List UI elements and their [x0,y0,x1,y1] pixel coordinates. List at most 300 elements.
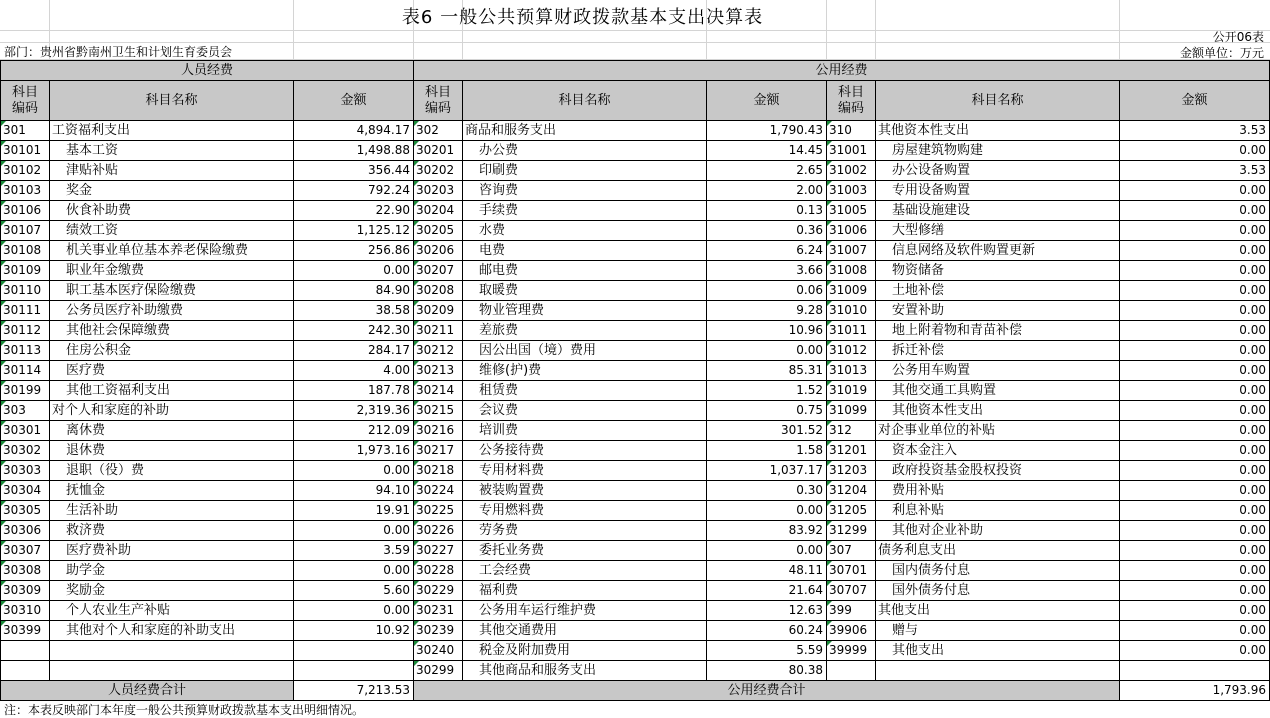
public-a-name-cell: 委托业务费 [463,541,707,561]
personnel-amount-cell: 5.60 [294,581,414,601]
public-b-name-cell: 资本金注入 [876,441,1120,461]
table-row [1,341,1270,361]
personnel-amount-cell: 242.30 [294,321,414,341]
col-header-name: 科目名称 [50,81,294,121]
public-b-code-cell: 307 [827,541,876,561]
form-number: 公开06表 [1212,30,1264,44]
public-b-code-cell: 31204 [827,481,876,501]
public-b-code-cell: 31201 [827,441,876,461]
public-b-amount-cell: 0.00 [1120,521,1270,541]
personnel-name-cell: 生活补助 [50,501,294,521]
personnel-amount-cell: 284.17 [294,341,414,361]
public-a-code-cell: 30207 [414,261,463,281]
public-a-name-cell: 咨询费 [463,181,707,201]
public-a-code-cell: 30215 [414,401,463,421]
personnel-name-cell [50,641,294,661]
public-b-code-cell: 31011 [827,321,876,341]
personnel-name-cell: 津贴补贴 [50,161,294,181]
public-b-amount-cell: 0.00 [1120,341,1270,361]
public-b-name-cell: 国外债务付息 [876,581,1120,601]
public-a-name-cell: 劳务费 [463,521,707,541]
public-b-name-cell: 其他支出 [876,601,1120,621]
personnel-name-cell: 医疗费补助 [50,541,294,561]
public-a-code-cell: 30224 [414,481,463,501]
public-b-name-cell [876,661,1120,681]
public-b-code-cell: 31205 [827,501,876,521]
public-a-code-cell: 30226 [414,521,463,541]
personnel-code-cell: 303 [1,401,50,421]
public-b-name-cell: 其他资本性支出 [876,401,1120,421]
personnel-amount-cell: 0.00 [294,561,414,581]
public-b-name-cell: 土地补偿 [876,281,1120,301]
public-a-name-cell: 专用燃料费 [463,501,707,521]
public-b-code-cell: 31002 [827,161,876,181]
public-b-name-cell: 办公设备购置 [876,161,1120,181]
public-a-name-cell: 维修(护)费 [463,361,707,381]
public-b-name-cell: 国内债务付息 [876,561,1120,581]
public-a-amount-cell: 10.96 [707,321,827,341]
public-a-name-cell: 税金及附加费用 [463,641,707,661]
personnel-name-cell: 住房公积金 [50,341,294,361]
public-a-name-cell: 邮电费 [463,261,707,281]
public-a-code-cell: 30216 [414,421,463,441]
public-a-amount-cell: 14.45 [707,141,827,161]
col-header-name: 科目名称 [463,81,707,121]
table-row [1,281,1270,301]
table-row [1,181,1270,201]
personnel-name-cell: 工资福利支出 [50,121,294,141]
public-b-code-cell: 31019 [827,381,876,401]
public-a-code-cell: 30299 [414,661,463,681]
personnel-name-cell: 退休费 [50,441,294,461]
personnel-name-cell: 职业年金缴费 [50,261,294,281]
public-b-amount-cell: 0.00 [1120,581,1270,601]
table-row [1,161,1270,181]
public-a-code-cell: 30240 [414,641,463,661]
personnel-code-cell: 301 [1,121,50,141]
table-row [1,541,1270,561]
public-a-code-cell: 30228 [414,561,463,581]
public-a-code-cell: 30203 [414,181,463,201]
public-b-name-cell: 拆迁补偿 [876,341,1120,361]
public-a-amount-cell: 60.24 [707,621,827,641]
personnel-code-cell: 30199 [1,381,50,401]
table-row [1,521,1270,541]
personnel-name-cell [50,661,294,681]
public-a-amount-cell: 48.11 [707,561,827,581]
public-total-amount: 1,793.96 [1120,681,1270,701]
personnel-name-cell: 医疗费 [50,361,294,381]
public-b-code-cell: 39999 [827,641,876,661]
table-row [1,261,1270,281]
public-b-amount-cell: 0.00 [1120,601,1270,621]
public-b-name-cell: 房屋建筑物购建 [876,141,1120,161]
public-a-amount-cell: 21.64 [707,581,827,601]
public-a-code-cell: 302 [414,121,463,141]
public-a-amount-cell: 1,037.17 [707,461,827,481]
public-a-name-cell: 取暖费 [463,281,707,301]
personnel-code-cell: 30301 [1,421,50,441]
col-header-amount: 金额 [294,81,414,121]
public-b-amount-cell: 0.00 [1120,441,1270,461]
personnel-amount-cell: 4.00 [294,361,414,381]
personnel-amount-cell: 256.86 [294,241,414,261]
public-b-name-cell: 地上附着物和青苗补偿 [876,321,1120,341]
public-b-code-cell [827,661,876,681]
public-b-code-cell: 31013 [827,361,876,381]
personnel-code-cell: 30399 [1,621,50,641]
public-a-name-cell: 其他商品和服务支出 [463,661,707,681]
public-a-name-cell: 商品和服务支出 [463,121,707,141]
public-b-name-cell: 对企事业单位的补贴 [876,421,1120,441]
public-a-name-cell: 被装购置费 [463,481,707,501]
public-a-amount-cell: 2.00 [707,181,827,201]
public-a-name-cell: 工会经费 [463,561,707,581]
report-title: 表6 一般公共预算财政拨款基本支出决算表 [401,7,764,28]
public-b-amount-cell: 0.00 [1120,421,1270,441]
public-b-code-cell: 31299 [827,521,876,541]
personnel-code-cell: 30302 [1,441,50,461]
public-b-code-cell: 31006 [827,221,876,241]
public-b-name-cell: 赠与 [876,621,1120,641]
personnel-name-cell: 奖励金 [50,581,294,601]
table-row [1,301,1270,321]
unit-label: 金额单位：万元 [1179,46,1264,60]
public-b-name-cell: 其他资本性支出 [876,121,1120,141]
public-a-name-cell: 水费 [463,221,707,241]
col-header-name: 科目名称 [876,81,1120,121]
personnel-code-cell: 30309 [1,581,50,601]
table-row [1,221,1270,241]
personnel-name-cell: 公务员医疗补助缴费 [50,301,294,321]
public-b-name-cell: 其他交通工具购置 [876,381,1120,401]
footnote: 注：本表反映部门本年度一般公共预算财政拨款基本支出明细情况。 [4,703,365,717]
department-label: 部门：贵州省黔南州卫生和计划生育委员会 [4,45,233,59]
personnel-code-cell: 30310 [1,601,50,621]
public-a-amount-cell: 1.58 [707,441,827,461]
col-header-code: 科目 编码 [414,81,463,121]
personnel-amount-cell [294,641,414,661]
public-a-name-cell: 会议费 [463,401,707,421]
public-b-name-cell: 物资储备 [876,261,1120,281]
personnel-code-cell: 30305 [1,501,50,521]
personnel-code-cell: 30111 [1,301,50,321]
public-b-code-cell: 39906 [827,621,876,641]
public-b-name-cell: 政府投资基金股权投资 [876,461,1120,481]
public-b-amount-cell: 0.00 [1120,321,1270,341]
table-row [1,561,1270,581]
group-header-personnel: 人员经费 [1,61,414,81]
public-a-amount-cell: 3.66 [707,261,827,281]
public-a-name-cell: 租赁费 [463,381,707,401]
public-a-code-cell: 30204 [414,201,463,221]
public-b-amount-cell: 0.00 [1120,401,1270,421]
public-b-name-cell: 基础设施建设 [876,201,1120,221]
public-b-code-cell: 31012 [827,341,876,361]
public-a-code-cell: 30239 [414,621,463,641]
table-row [1,581,1270,601]
public-a-code-cell: 30218 [414,461,463,481]
personnel-code-cell: 30107 [1,221,50,241]
personnel-total-amount: 7,213.53 [294,681,414,701]
public-b-code-cell: 31099 [827,401,876,421]
col-header-amount: 金额 [1120,81,1270,121]
public-b-code-cell: 31203 [827,461,876,481]
personnel-code-cell: 30109 [1,261,50,281]
public-a-amount-cell: 6.24 [707,241,827,261]
personnel-amount-cell: 38.58 [294,301,414,321]
public-a-code-cell: 30212 [414,341,463,361]
table-row [1,321,1270,341]
personnel-code-cell: 30112 [1,321,50,341]
personnel-code-cell: 30306 [1,521,50,541]
public-b-name-cell: 其他对企业补助 [876,521,1120,541]
personnel-amount-cell: 10.92 [294,621,414,641]
personnel-amount-cell: 19.91 [294,501,414,521]
public-a-amount-cell: 83.92 [707,521,827,541]
public-b-amount-cell: 0.00 [1120,501,1270,521]
personnel-amount-cell: 212.09 [294,421,414,441]
public-b-code-cell: 31001 [827,141,876,161]
public-a-code-cell: 30205 [414,221,463,241]
personnel-code-cell: 30108 [1,241,50,261]
public-b-code-cell: 312 [827,421,876,441]
personnel-name-cell: 职工基本医疗保险缴费 [50,281,294,301]
public-a-name-cell: 因公出国（境）费用 [463,341,707,361]
public-a-name-cell: 手续费 [463,201,707,221]
personnel-name-cell: 基本工资 [50,141,294,161]
public-b-amount-cell: 0.00 [1120,221,1270,241]
public-b-amount-cell: 0.00 [1120,281,1270,301]
personnel-name-cell: 其他社会保障缴费 [50,321,294,341]
public-b-name-cell: 费用补贴 [876,481,1120,501]
personnel-amount-cell [294,661,414,681]
public-b-name-cell: 利息补贴 [876,501,1120,521]
personnel-code-cell: 30113 [1,341,50,361]
public-b-amount-cell: 0.00 [1120,561,1270,581]
public-a-name-cell: 差旅费 [463,321,707,341]
public-a-name-cell: 电费 [463,241,707,261]
personnel-amount-cell: 792.24 [294,181,414,201]
table-row [1,621,1270,641]
public-a-amount-cell: 85.31 [707,361,827,381]
personnel-code-cell: 30101 [1,141,50,161]
table-row [1,641,1270,661]
personnel-amount-cell: 0.00 [294,601,414,621]
public-b-code-cell: 31009 [827,281,876,301]
personnel-code-cell: 30308 [1,561,50,581]
public-a-code-cell: 30227 [414,541,463,561]
col-header-code: 科目 编码 [1,81,50,121]
public-a-name-cell: 印刷费 [463,161,707,181]
public-a-name-cell: 培训费 [463,421,707,441]
public-b-name-cell: 其他支出 [876,641,1120,661]
personnel-name-cell: 救济费 [50,521,294,541]
personnel-amount-cell: 3.59 [294,541,414,561]
public-a-amount-cell: 80.38 [707,661,827,681]
table-row [1,421,1270,441]
public-b-amount-cell: 0.00 [1120,181,1270,201]
personnel-amount-cell: 0.00 [294,521,414,541]
public-a-amount-cell: 1.52 [707,381,827,401]
personnel-code-cell: 30106 [1,201,50,221]
public-a-amount-cell: 0.36 [707,221,827,241]
public-a-name-cell: 办公费 [463,141,707,161]
public-b-code-cell: 310 [827,121,876,141]
public-a-code-cell: 30202 [414,161,463,181]
table-row [1,401,1270,421]
col-header-amount: 金额 [707,81,827,121]
public-b-amount-cell: 3.53 [1120,161,1270,181]
public-b-code-cell: 31008 [827,261,876,281]
public-b-code-cell: 30701 [827,561,876,581]
public-b-code-cell: 30707 [827,581,876,601]
public-a-amount-cell: 0.00 [707,501,827,521]
public-a-amount-cell: 0.06 [707,281,827,301]
public-a-name-cell: 福利费 [463,581,707,601]
public-a-amount-cell: 1,790.43 [707,121,827,141]
public-b-name-cell: 安置补助 [876,301,1120,321]
public-b-code-cell: 31007 [827,241,876,261]
personnel-code-cell: 30110 [1,281,50,301]
public-b-name-cell: 大型修缮 [876,221,1120,241]
personnel-code-cell [1,641,50,661]
table-row [1,381,1270,401]
col-header-code: 科目 编码 [827,81,876,121]
table-row [1,481,1270,501]
public-a-name-cell: 公务用车运行维护费 [463,601,707,621]
public-a-code-cell: 30214 [414,381,463,401]
public-a-code-cell: 30229 [414,581,463,601]
public-a-code-cell: 30201 [414,141,463,161]
personnel-name-cell: 机关事业单位基本养老保险缴费 [50,241,294,261]
personnel-name-cell: 其他工资福利支出 [50,381,294,401]
table-row [1,121,1270,141]
table-row [1,361,1270,381]
public-a-code-cell: 30209 [414,301,463,321]
public-a-code-cell: 30208 [414,281,463,301]
public-b-amount-cell: 0.00 [1120,241,1270,261]
public-a-code-cell: 30217 [414,441,463,461]
public-a-amount-cell: 12.63 [707,601,827,621]
personnel-amount-cell: 1,498.88 [294,141,414,161]
personnel-name-cell: 对个人和家庭的补助 [50,401,294,421]
public-a-amount-cell: 0.00 [707,541,827,561]
personnel-total-label: 人员经费合计 [1,681,294,701]
expenditure-table [0,60,1270,701]
public-a-amount-cell: 301.52 [707,421,827,441]
public-a-amount-cell: 0.13 [707,201,827,221]
public-b-amount-cell: 0.00 [1120,381,1270,401]
public-a-code-cell: 30206 [414,241,463,261]
public-a-name-cell: 其他交通费用 [463,621,707,641]
public-b-name-cell: 专用设备购置 [876,181,1120,201]
table-row [1,241,1270,261]
personnel-name-cell: 奖金 [50,181,294,201]
personnel-amount-cell: 4,894.17 [294,121,414,141]
public-b-amount-cell: 0.00 [1120,141,1270,161]
personnel-code-cell: 30114 [1,361,50,381]
personnel-code-cell: 30304 [1,481,50,501]
personnel-name-cell: 抚恤金 [50,481,294,501]
personnel-amount-cell: 356.44 [294,161,414,181]
personnel-amount-cell: 2,319.36 [294,401,414,421]
public-b-amount-cell: 0.00 [1120,361,1270,381]
personnel-amount-cell: 22.90 [294,201,414,221]
public-a-amount-cell: 2.65 [707,161,827,181]
public-b-name-cell: 公务用车购置 [876,361,1120,381]
personnel-amount-cell: 84.90 [294,281,414,301]
personnel-name-cell: 助学金 [50,561,294,581]
public-a-code-cell: 30211 [414,321,463,341]
table-row [1,501,1270,521]
public-b-name-cell: 债务利息支出 [876,541,1120,561]
personnel-amount-cell: 0.00 [294,261,414,281]
personnel-code-cell: 30303 [1,461,50,481]
public-b-amount-cell [1120,661,1270,681]
personnel-code-cell: 30307 [1,541,50,561]
public-b-code-cell: 31003 [827,181,876,201]
public-b-amount-cell: 0.00 [1120,481,1270,501]
public-b-amount-cell: 0.00 [1120,621,1270,641]
public-a-name-cell: 专用材料费 [463,461,707,481]
table-row [1,201,1270,221]
table-row [1,601,1270,621]
public-b-amount-cell: 0.00 [1120,541,1270,561]
public-a-code-cell: 30231 [414,601,463,621]
public-b-code-cell: 31010 [827,301,876,321]
personnel-code-cell: 30102 [1,161,50,181]
personnel-amount-cell: 1,125.12 [294,221,414,241]
table-row [1,661,1270,681]
public-total-label: 公用经费合计 [414,681,1120,701]
personnel-name-cell: 绩效工资 [50,221,294,241]
public-a-amount-cell: 5.59 [707,641,827,661]
public-b-amount-cell: 0.00 [1120,201,1270,221]
personnel-amount-cell: 94.10 [294,481,414,501]
personnel-amount-cell: 0.00 [294,461,414,481]
public-a-amount-cell: 0.30 [707,481,827,501]
group-header-public: 公用经费 [414,61,1270,81]
public-b-code-cell: 31005 [827,201,876,221]
table-row [1,461,1270,481]
personnel-name-cell: 离休费 [50,421,294,441]
public-b-amount-cell: 3.53 [1120,121,1270,141]
public-b-code-cell: 399 [827,601,876,621]
table-row [1,441,1270,461]
personnel-code-cell [1,661,50,681]
public-b-amount-cell: 0.00 [1120,301,1270,321]
personnel-amount-cell: 187.78 [294,381,414,401]
personnel-name-cell: 个人农业生产补贴 [50,601,294,621]
table-row [1,141,1270,161]
public-a-amount-cell: 0.75 [707,401,827,421]
public-a-name-cell: 物业管理费 [463,301,707,321]
public-a-amount-cell: 0.00 [707,341,827,361]
personnel-code-cell: 30103 [1,181,50,201]
public-a-amount-cell: 9.28 [707,301,827,321]
public-a-code-cell: 30225 [414,501,463,521]
personnel-amount-cell: 1,973.16 [294,441,414,461]
personnel-name-cell: 退职（役）费 [50,461,294,481]
public-b-amount-cell: 0.00 [1120,461,1270,481]
public-b-amount-cell: 0.00 [1120,261,1270,281]
public-a-name-cell: 公务接待费 [463,441,707,461]
personnel-name-cell: 其他对个人和家庭的补助支出 [50,621,294,641]
public-a-code-cell: 30213 [414,361,463,381]
personnel-name-cell: 伙食补助费 [50,201,294,221]
public-b-name-cell: 信息网络及软件购置更新 [876,241,1120,261]
